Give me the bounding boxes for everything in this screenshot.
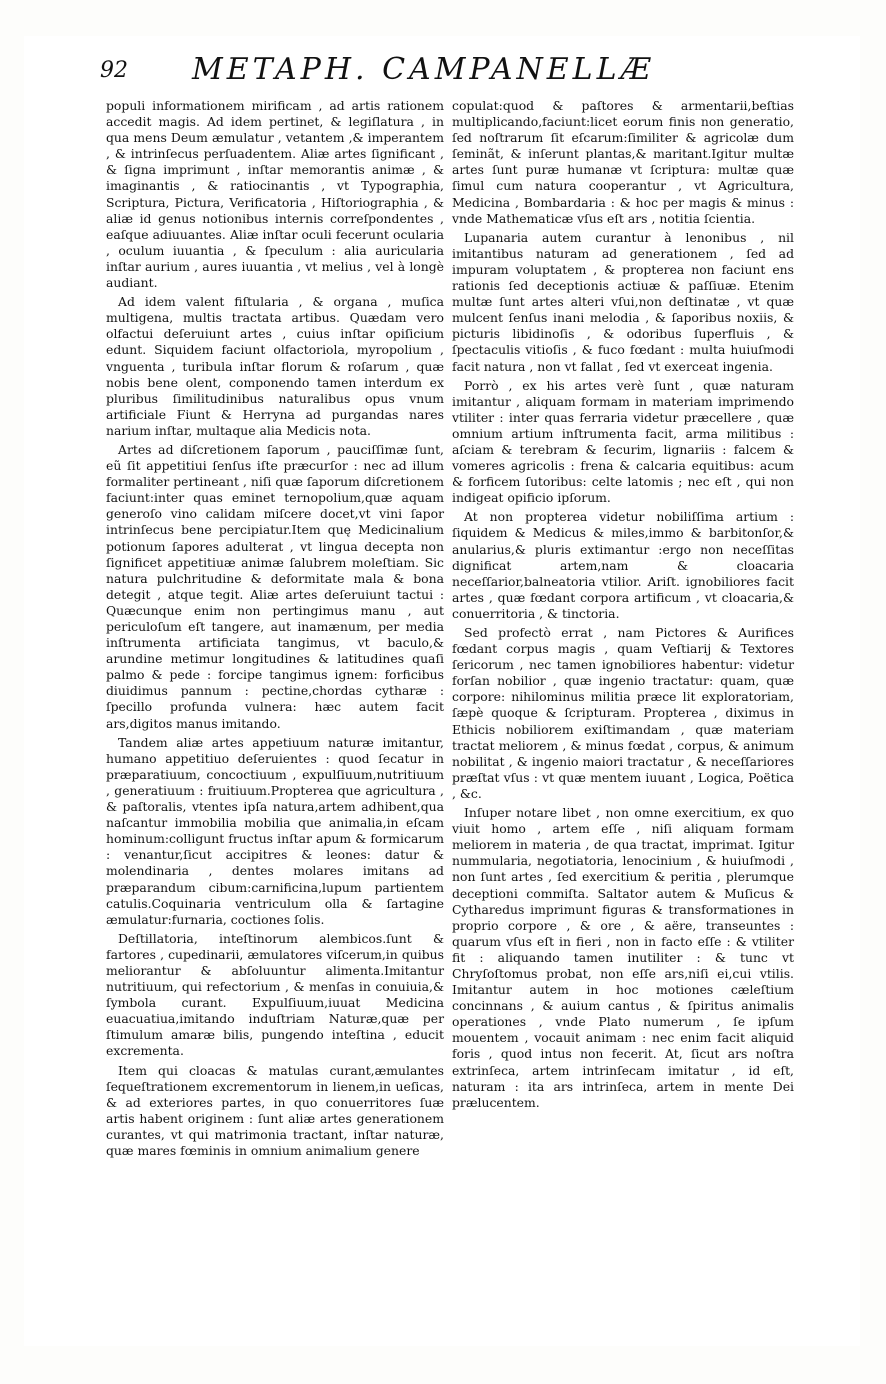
paragraph: Ad idem valent fiſtularia , & organa , muſica multigena, multis tractata artibus. Quædam vero olfactui deſeruiunt artes , cuius inſtar opiſicium edunt. Siquidem faciunt olfactoriola, myropolium , vnguenta , turibula inſtar florum & roſarum , quæ nobis bene olent, componendo tamen interdum ex pluribus ſimilitudinibus naturalibus opus vnum artificiale Fiunt & Herryna ad purgandas nares narium inſtar, multaque alia Medicis nota.	[106, 294, 444, 438]
right-column	[452, 98, 794, 1114]
paragraph: Tandem aliæ artes appetiuum naturæ imitantur, humano appetitiuo deſeruientes : quod ſecatur in præparatiuum, concoctiuum , expulſiuum,nutritiuum , generatiuum : fruitiuum.Propterea que agricultura , & paſtoralis, vtentes ipſa natura,artem adhibent,qua naſcantur immobilia mobilia que animalia,in eſcam hominum:colligunt fructus inſtar apum & formicarum : venantur,ſicut accipitres & leones: datur & molendinaria , dentes molares imitans ad præparandum cibum:carnificina,lupum partientem catulis.Coquinaria ventriculum olla & ſartagine æmulatur:furnaria, coctiones ſolis.	[106, 734, 444, 927]
paragraph: At non propterea videtur nobiliſſima artium : ſiquidem & Medicus & miles,immo & barbitonſor,& anularius,& pluris extimantur :ergo non neceſſitas dignificat artem,nam & cloacaria neceſſarior,balneatoria vtilior. Ariſt. ignobiliores facit artes , quæ fœdant corpora artificum , vt cloacaria,& conuerritoria , & tinctoria.	[452, 509, 794, 621]
paragraph: Porrò , ex his artes verè ſunt , quæ naturam imitantur , aliquam formam in materiam imprimendo vtiliter : inter quas ferraria videtur præcellere , quæ omnium artium inſtrumenta facit, arma militibus : aſciam & terebram & ſecurim, lignariis : falcem & vomeres agricolis : frena & calcaria equitibus: acum & forficem ſutoribus: celte latomis ; nec eſt , qui non indigeat opificio ipſorum.	[452, 377, 794, 506]
paragraph: populi informationem mirificam , ad artis rationem accedit magis. Ad idem pertinet, & legiſlatura , in qua mens Deum æmulatur , vetantem ,& imperantem , & intrinſecus perſuadentem. Aliæ artes ſignificant , & ſigna imprimunt , inſtar memorantis animæ , & imaginantis , & ratiocinantis , vt Typographia, Scriptura, Pictura, Verificatoria , Hiſtoriographia , & aliæ id genus notionibus internis correſpondentes , eaſque adiuuantes. Aliæ inſtar oculi fecerunt ocularia , oculum iuuantia , & ſpeculum : alia auricularia inſtar aurium , aures iuuantia , vt melius , vel à longè audiant.	[106, 98, 444, 291]
paragraph: Artes ad diſcretionem ſaporum , pauciſſimæ ſunt, eũ ſit appetitiui ſenſus iſte præcurſor : nec ad illum formaliter pertineant , niſi quæ ſaporum diſcretionem faciunt:inter quas eminet ternopolium,quæ aquam generoſo vino calidam miſcere docet,vt vini ſapor intrinſecus bene percipiatur.Item quę Medicinalium potionum ſapores adulterat , vt lingua decepta non ſignificet appetitiuæ animæ ſalubrem moleſtiam. Sic natura pulchritudine & deformitate mala & bona detegit , atque tegit. Aliæ artes deſeruiunt tactui : Quæcunque enim non pertingimus manu , aut periculoſum eſt tangere, aut inamænum, per media inſtrumenta artificiata tangimus, vt baculo,& arundine metimur longitudines & latitudines quaſi palmo & pede : forcipe tangimus ignem: forficibus diuidimus pannum : pectine,chordas cytharæ : ſpecillo profunda vulnera: hæc autem facit ars,digitos manus imitando.	[106, 441, 444, 731]
paragraph: Inſuper notare libet , non omne exercitium, ex quo viuit homo , artem eſſe , niſi aliquam formam meliorem in materia , de qua tractat, imprimat. Igitur nummularia, negotiatoria, lenocinium , & huiuſmodi , non ſunt artes , ſed exercitium & peritia , plerumque deceptioni commiſta. Saltator autem & Muſicus & Cytharedus imprimunt figuras & transformationes in proprio corpore , & ore , & aëre, transeuntes : quarum vſus eſt in fieri , non in facto eſſe : & vtiliter fit : aliquando tamen inutiliter : & tunc vt Chryſoſtomus probat, non eſſe ars,niſi ei,cui vtilis. Imitantur autem in hoc motiones cæleſtium concinnans , & auium cantus , & ſpiritus animalis operationes , vnde Plato numerum , ſe ipſum mouentem , vocauit animam : nec enim facit aliquid foris , quod intus non fecerit. At, ſicut ars noſtra extrinſeca, artem intrinſecam imitatur , id eſt, naturam : ita ars intrinſeca, artem in mente Dei prælucentem.	[452, 805, 794, 1110]
page-number: 92	[100, 58, 128, 83]
paragraph: Deſtillatoria, inteſtinorum alembicos.ſunt & fartores , cupedinarii, æmulatores viſcerum,in quibus meliorantur & abſoluuntur alimenta.Imitantur nutritiuum, qui refectorium , & menſas in conuiuia,& ſymbola curant. Expulſiuum,iuuat Medicina euacuatiua,imitando induſtriam Naturæ,quæ per ſtimulum amaræ bilis, pungendo inteſtina , educit excrementa.	[106, 930, 444, 1059]
running-head: METAPH. CAMPANELLÆ	[192, 52, 655, 87]
page-header	[100, 52, 800, 92]
paragraph: Sed profectò errat , nam Pictores & Aurifices fœdant corpus magis , quam Veſtiarij & Textores ſericorum , nec tamen ignobiliores habentur: videtur forſan nobilior , quæ ingenio tractatur: quam, quæ corpore: nihilominus militia præce lit exploratoriam, ſæpè quoque & ſcripturam. Propterea , diximus in Ethicis nobiliorem exiſtimandam , quæ materiam tractat meliorem , & minus fœdat , corpus, & animum nobilitat , & ingenio maiori tractatur , & neceſſariores præſtat vſus : vt quæ mentem iuuant , Logica, Poëtica , &c.	[452, 625, 794, 801]
paragraph: copulat:quod & paſtores & armentarii,beſtias multiplicando,faciunt:licet eorum finis non generatio, ſed noſtrarum ſit eſcarum:ſimiliter & agricolæ dum ſeminãt, & inſerunt plantas,& maritant.Igitur multæ artes ſunt puræ humanæ vt ſcriptura: multæ quæ ſimul cum natura cooperantur , vt Agricultura, Medicina , Bombardaria : & hoc per magis & minus : vnde Mathematicæ vſus eſt ars , notitia ſcientia.	[452, 98, 794, 226]
left-column	[106, 98, 444, 1162]
paragraph: Item qui cloacas & matulas curant,æmulantes ſequeſtrationem excrementorum in lienem,in ueſicas, & ad exteriores partes, in quo conuerritores ſuæ artis habent originem : ſunt aliæ artes generationem curantes, vt qui matrimonia tractant, inſtar naturæ, quæ mares fœminis in omnium animalium genere	[106, 1062, 444, 1158]
paragraph: Lupanaria autem curantur à lenonibus , nil imitantibus naturam ad generationem , ſed ad impuram voluptatem , & propterea non faciunt ens rationis ſed deceptionis actiuæ & paſſiuæ. Etenim multæ ſunt artes alteri vſui,non deſtinatæ , vt quæ mulcent ſenſus inani melodia , & ſaporibus noxiis, & picturis libidinoſis , & odoribus ſuperfluis , & ſpectaculis vitioſis , & fuco fœdant : multa huiuſmodi facit natura , non vt fallat , ſed vt exerceat ingenia.	[452, 229, 794, 374]
